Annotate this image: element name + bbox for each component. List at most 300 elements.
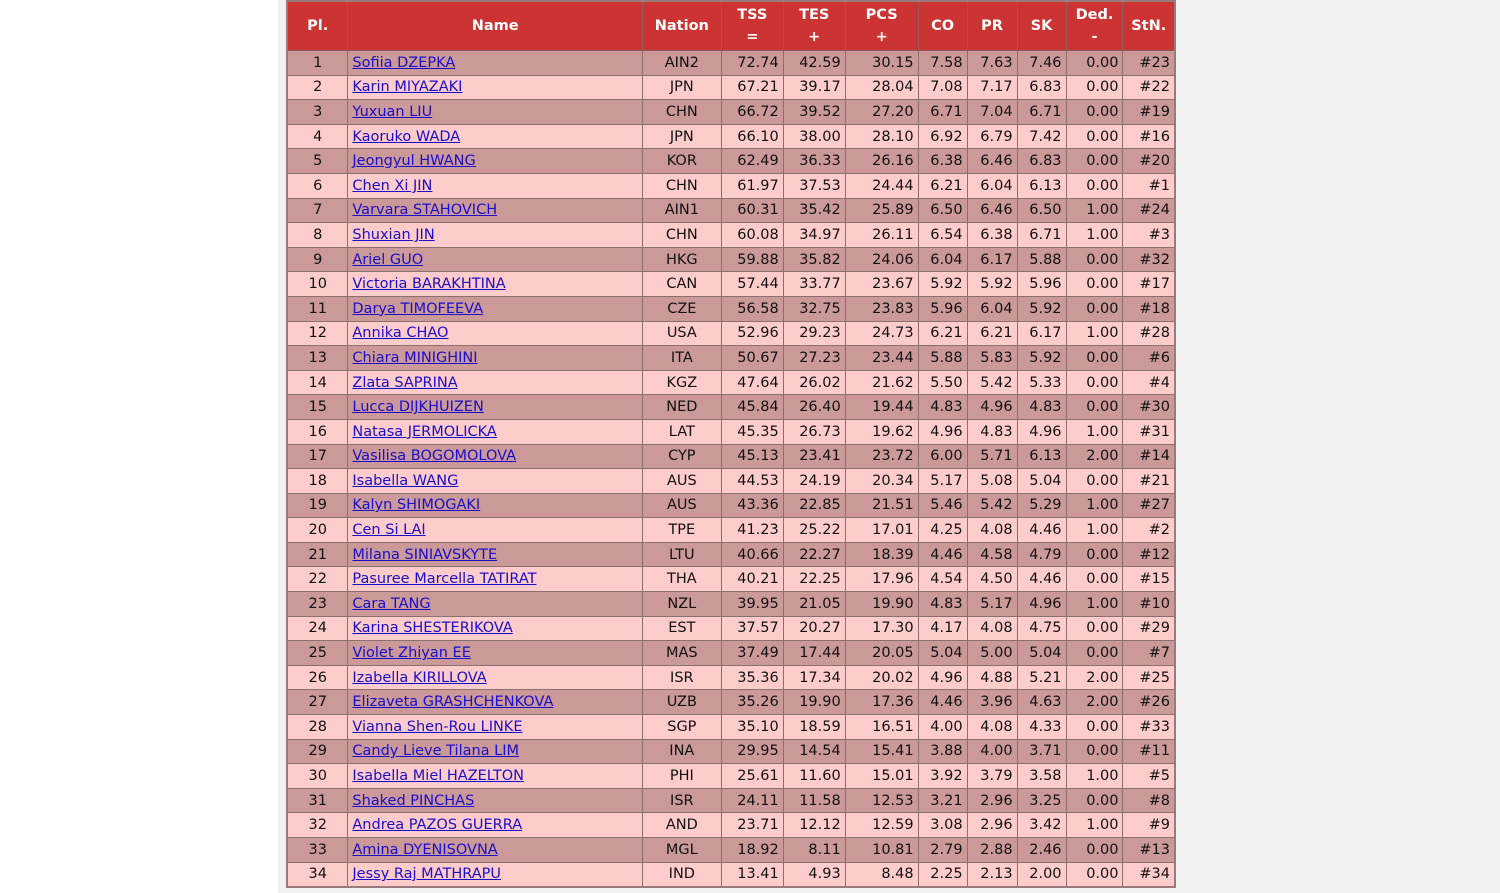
- skater-name-link[interactable]: Chen Xi JIN: [352, 177, 433, 194]
- sk-cell: 3.71: [1017, 739, 1066, 764]
- tss-cell: 66.10: [721, 124, 783, 149]
- place-cell: 3: [287, 100, 348, 125]
- pcs-cell: 23.44: [845, 346, 918, 371]
- deduction-cell: 0.00: [1066, 862, 1123, 887]
- start-number-cell: #31: [1123, 419, 1175, 444]
- co-cell: 2.79: [918, 838, 967, 863]
- header-tes-label: TES: [799, 7, 830, 23]
- deduction-cell: 2.00: [1066, 690, 1123, 715]
- nation-cell: AUS: [642, 469, 721, 494]
- skater-name-link[interactable]: Jessy Raj MATHRAPU: [352, 866, 501, 883]
- tss-cell: 61.97: [721, 173, 783, 198]
- pcs-cell: 17.96: [845, 567, 918, 592]
- tes-cell: 11.60: [783, 764, 845, 789]
- skater-name-link[interactable]: Natasa JERMOLICKA: [352, 423, 497, 440]
- name-cell: [348, 321, 642, 346]
- table-row: [287, 444, 1175, 469]
- tes-cell: 26.73: [783, 419, 845, 444]
- co-cell: 3.21: [918, 788, 967, 813]
- deduction-cell: 0.00: [1066, 100, 1123, 125]
- pcs-cell: 10.81: [845, 838, 918, 863]
- table-row: [287, 223, 1175, 248]
- nation-cell: MAS: [642, 641, 721, 666]
- nation-cell: LTU: [642, 542, 721, 567]
- tss-cell: 18.92: [721, 838, 783, 863]
- deduction-cell: 0.00: [1066, 296, 1123, 321]
- place-cell: 12: [287, 321, 348, 346]
- place-cell: 2: [287, 75, 348, 100]
- nation-cell: JPN: [642, 124, 721, 149]
- sk-cell: 3.58: [1017, 764, 1066, 789]
- skater-name-link[interactable]: Kalyn SHIMOGAKI: [352, 497, 481, 514]
- place-cell: 4: [287, 124, 348, 149]
- pcs-cell: 12.59: [845, 813, 918, 838]
- header-sk-label: SK: [1030, 18, 1053, 34]
- pcs-cell: 21.62: [845, 370, 918, 395]
- name-cell: [348, 665, 642, 690]
- skater-name-link[interactable]: Karina SHESTERIKOVA: [352, 620, 513, 637]
- sk-cell: 6.50: [1017, 198, 1066, 223]
- pr-cell: 6.38: [967, 223, 1017, 248]
- start-number-cell: #15: [1123, 567, 1175, 592]
- sk-cell: 5.29: [1017, 493, 1066, 518]
- nation-cell: CYP: [642, 444, 721, 469]
- header-nation: [642, 1, 721, 51]
- skater-name-link[interactable]: Victoria BARAKHTINA: [352, 276, 506, 293]
- pr-cell: 2.88: [967, 838, 1017, 863]
- pcs-cell: 23.83: [845, 296, 918, 321]
- nation-cell: EST: [642, 616, 721, 641]
- pr-cell: 4.50: [967, 567, 1017, 592]
- co-cell: 4.46: [918, 690, 967, 715]
- tes-cell: 25.22: [783, 518, 845, 543]
- deduction-cell: 0.00: [1066, 173, 1123, 198]
- header-sk: [1017, 1, 1066, 51]
- co-cell: 6.54: [918, 223, 967, 248]
- table-row: [287, 124, 1175, 149]
- pr-cell: 6.04: [967, 296, 1017, 321]
- start-number-cell: #4: [1123, 370, 1175, 395]
- co-cell: 5.88: [918, 346, 967, 371]
- sk-cell: 6.13: [1017, 444, 1066, 469]
- pr-cell: 3.79: [967, 764, 1017, 789]
- deduction-cell: 0.00: [1066, 272, 1123, 297]
- sk-cell: 2.46: [1017, 838, 1066, 863]
- pr-cell: 2.96: [967, 788, 1017, 813]
- skater-name-link[interactable]: Andrea PAZOS GUERRA: [352, 817, 523, 834]
- table-row: [287, 149, 1175, 174]
- header-stn-label: StN.: [1131, 18, 1167, 34]
- header-co: [918, 1, 967, 51]
- start-number-cell: #6: [1123, 346, 1175, 371]
- nation-cell: HKG: [642, 247, 721, 272]
- nation-cell: TPE: [642, 518, 721, 543]
- tss-cell: 25.61: [721, 764, 783, 789]
- place-cell: 22: [287, 567, 348, 592]
- pcs-cell: 23.72: [845, 444, 918, 469]
- nation-cell: LAT: [642, 419, 721, 444]
- pr-cell: 6.79: [967, 124, 1017, 149]
- co-cell: 3.92: [918, 764, 967, 789]
- name-cell: [348, 567, 642, 592]
- name-cell: [348, 149, 642, 174]
- deduction-cell: 0.00: [1066, 567, 1123, 592]
- sk-cell: 4.63: [1017, 690, 1066, 715]
- table-row: [287, 272, 1175, 297]
- nation-cell: ISR: [642, 665, 721, 690]
- pr-cell: 6.46: [967, 149, 1017, 174]
- skater-name-link[interactable]: Violet Zhiyan EE: [352, 645, 471, 662]
- skater-name-link[interactable]: Yuxuan LIU: [352, 103, 433, 120]
- place-cell: 33: [287, 838, 348, 863]
- tss-cell: 66.72: [721, 100, 783, 125]
- name-cell: [348, 518, 642, 543]
- header-pcs-operator: +: [875, 29, 888, 45]
- tes-cell: 29.23: [783, 321, 845, 346]
- table-row: [287, 296, 1175, 321]
- tes-cell: 27.23: [783, 346, 845, 371]
- co-cell: 6.71: [918, 100, 967, 125]
- tss-cell: 40.66: [721, 542, 783, 567]
- place-cell: 10: [287, 272, 348, 297]
- name-cell: [348, 715, 642, 740]
- skater-name-link[interactable]: Jeongyul HWANG: [352, 153, 476, 170]
- skater-name-link[interactable]: Zlata SAPRINA: [352, 374, 458, 391]
- pcs-cell: 15.41: [845, 739, 918, 764]
- pcs-cell: 17.36: [845, 690, 918, 715]
- start-number-cell: #20: [1123, 149, 1175, 174]
- pcs-cell: 17.30: [845, 616, 918, 641]
- skater-name-link[interactable]: Elizaveta GRASHCHENKOVA: [352, 694, 554, 711]
- start-number-cell: #23: [1123, 51, 1175, 76]
- table-row: [287, 567, 1175, 592]
- co-cell: 4.83: [918, 395, 967, 420]
- nation-cell: CHN: [642, 100, 721, 125]
- tss-cell: 45.13: [721, 444, 783, 469]
- skater-name-link[interactable]: Darya TIMOFEEVA: [352, 300, 484, 317]
- deduction-cell: 0.00: [1066, 641, 1123, 666]
- place-cell: 32: [287, 813, 348, 838]
- pcs-cell: 26.11: [845, 223, 918, 248]
- place-cell: 23: [287, 592, 348, 617]
- table-row: [287, 592, 1175, 617]
- pcs-cell: 24.44: [845, 173, 918, 198]
- nation-cell: KOR: [642, 149, 721, 174]
- tss-cell: 60.31: [721, 198, 783, 223]
- skater-name-link[interactable]: Annika CHAO: [352, 325, 449, 342]
- sk-cell: 4.79: [1017, 542, 1066, 567]
- tss-cell: 56.58: [721, 296, 783, 321]
- pr-cell: 5.92: [967, 272, 1017, 297]
- deduction-cell: 0.00: [1066, 542, 1123, 567]
- sk-cell: 6.71: [1017, 100, 1066, 125]
- nation-cell: NZL: [642, 592, 721, 617]
- header-tes: [783, 1, 845, 51]
- place-cell: 6: [287, 173, 348, 198]
- header-pcs: [845, 1, 918, 51]
- deduction-cell: 0.00: [1066, 788, 1123, 813]
- table-row: [287, 198, 1175, 223]
- place-cell: 20: [287, 518, 348, 543]
- sk-cell: 6.17: [1017, 321, 1066, 346]
- deduction-cell: 0.00: [1066, 149, 1123, 174]
- name-cell: [348, 346, 642, 371]
- table-row: [287, 395, 1175, 420]
- skater-name-link[interactable]: Milana SINIAVSKYTE: [352, 546, 498, 563]
- header-ded-operator: -: [1091, 29, 1098, 45]
- tes-cell: 26.40: [783, 395, 845, 420]
- tss-cell: 57.44: [721, 272, 783, 297]
- start-number-cell: #3: [1123, 223, 1175, 248]
- table-row: [287, 370, 1175, 395]
- sk-cell: 5.04: [1017, 641, 1066, 666]
- pr-cell: 6.04: [967, 173, 1017, 198]
- pcs-cell: 28.10: [845, 124, 918, 149]
- sk-cell: 4.46: [1017, 518, 1066, 543]
- sk-cell: 5.21: [1017, 665, 1066, 690]
- deduction-cell: 1.00: [1066, 764, 1123, 789]
- place-cell: 14: [287, 370, 348, 395]
- name-cell: [348, 370, 642, 395]
- nation-cell: USA: [642, 321, 721, 346]
- skater-name-link[interactable]: Isabella WANG: [352, 472, 459, 489]
- pr-cell: 4.08: [967, 518, 1017, 543]
- tes-cell: 8.11: [783, 838, 845, 863]
- pr-cell: 4.88: [967, 665, 1017, 690]
- place-cell: 26: [287, 665, 348, 690]
- tes-cell: 12.12: [783, 813, 845, 838]
- skater-name-link[interactable]: Sofiia DZEPKA: [352, 54, 456, 71]
- skater-name-link[interactable]: Ariel GUO: [352, 251, 424, 268]
- tes-cell: 33.77: [783, 272, 845, 297]
- tes-cell: 26.02: [783, 370, 845, 395]
- sk-cell: 5.33: [1017, 370, 1066, 395]
- start-number-cell: #27: [1123, 493, 1175, 518]
- deduction-cell: 1.00: [1066, 321, 1123, 346]
- tes-cell: 23.41: [783, 444, 845, 469]
- co-cell: 4.96: [918, 419, 967, 444]
- place-cell: 15: [287, 395, 348, 420]
- header-name-label: Name: [471, 18, 519, 34]
- table-row: [287, 690, 1175, 715]
- header-place: [287, 1, 348, 51]
- place-cell: 30: [287, 764, 348, 789]
- sk-cell: 4.46: [1017, 567, 1066, 592]
- pcs-cell: 12.53: [845, 788, 918, 813]
- name-cell: [348, 223, 642, 248]
- pr-cell: 5.08: [967, 469, 1017, 494]
- sk-cell: 5.92: [1017, 346, 1066, 371]
- tss-cell: 67.21: [721, 75, 783, 100]
- place-cell: 9: [287, 247, 348, 272]
- deduction-cell: 1.00: [1066, 223, 1123, 248]
- sk-cell: 4.96: [1017, 419, 1066, 444]
- start-number-cell: #21: [1123, 469, 1175, 494]
- results-header: [287, 1, 1175, 51]
- table-row: [287, 173, 1175, 198]
- pr-cell: 5.17: [967, 592, 1017, 617]
- skater-name-link[interactable]: Amina DYENISOVNA: [352, 841, 498, 858]
- table-row: [287, 542, 1175, 567]
- name-cell: [348, 100, 642, 125]
- tes-cell: 39.52: [783, 100, 845, 125]
- pr-cell: 6.46: [967, 198, 1017, 223]
- sk-cell: 2.00: [1017, 862, 1066, 887]
- co-cell: 6.00: [918, 444, 967, 469]
- header-row: [287, 1, 1175, 51]
- skater-name-link[interactable]: Shaked PINCHAS: [352, 792, 475, 809]
- co-cell: 6.21: [918, 173, 967, 198]
- skater-name-link[interactable]: Candy Lieve Tilana LIM: [352, 743, 520, 760]
- name-cell: [348, 862, 642, 887]
- sk-cell: 7.42: [1017, 124, 1066, 149]
- start-number-cell: #22: [1123, 75, 1175, 100]
- pr-cell: 5.42: [967, 493, 1017, 518]
- co-cell: 6.04: [918, 247, 967, 272]
- pcs-cell: 8.48: [845, 862, 918, 887]
- table-row: [287, 247, 1175, 272]
- co-cell: 6.38: [918, 149, 967, 174]
- name-cell: [348, 616, 642, 641]
- skater-name-link[interactable]: Kaoruko WADA: [352, 128, 461, 145]
- place-cell: 31: [287, 788, 348, 813]
- start-number-cell: #29: [1123, 616, 1175, 641]
- pr-cell: 7.63: [967, 51, 1017, 76]
- nation-cell: CZE: [642, 296, 721, 321]
- co-cell: 5.46: [918, 493, 967, 518]
- pr-cell: 3.96: [967, 690, 1017, 715]
- co-cell: 4.46: [918, 542, 967, 567]
- start-number-cell: #33: [1123, 715, 1175, 740]
- tes-cell: 21.05: [783, 592, 845, 617]
- sk-cell: 6.71: [1017, 223, 1066, 248]
- place-cell: 11: [287, 296, 348, 321]
- table-row: [287, 813, 1175, 838]
- pcs-cell: 20.05: [845, 641, 918, 666]
- co-cell: 5.96: [918, 296, 967, 321]
- pr-cell: 6.21: [967, 321, 1017, 346]
- name-cell: [348, 641, 642, 666]
- tes-cell: 35.42: [783, 198, 845, 223]
- name-cell: [348, 395, 642, 420]
- table-row: [287, 493, 1175, 518]
- table-row: [287, 862, 1175, 887]
- tes-cell: 39.17: [783, 75, 845, 100]
- sk-cell: 4.33: [1017, 715, 1066, 740]
- header-name: [348, 1, 642, 51]
- name-cell: [348, 173, 642, 198]
- start-number-cell: #25: [1123, 665, 1175, 690]
- skater-name-link[interactable]: Vianna Shen-Rou LINKE: [352, 718, 523, 735]
- nation-cell: MGL: [642, 838, 721, 863]
- start-number-cell: #1: [1123, 173, 1175, 198]
- pcs-cell: 30.15: [845, 51, 918, 76]
- nation-cell: PHI: [642, 764, 721, 789]
- skater-name-link[interactable]: Vasilisa BOGOMOLOVA: [352, 448, 517, 465]
- pcs-cell: 25.89: [845, 198, 918, 223]
- pcs-cell: 19.90: [845, 592, 918, 617]
- start-number-cell: #18: [1123, 296, 1175, 321]
- skater-name-link[interactable]: Cara TANG: [352, 595, 431, 612]
- name-cell: [348, 51, 642, 76]
- table-row: [287, 616, 1175, 641]
- co-cell: 6.92: [918, 124, 967, 149]
- nation-cell: IND: [642, 862, 721, 887]
- start-number-cell: #13: [1123, 838, 1175, 863]
- skater-name-link[interactable]: Shuxian JIN: [352, 226, 435, 243]
- pcs-cell: 28.04: [845, 75, 918, 100]
- nation-cell: AIN1: [642, 198, 721, 223]
- deduction-cell: 0.00: [1066, 715, 1123, 740]
- tss-cell: 37.57: [721, 616, 783, 641]
- pcs-cell: 19.44: [845, 395, 918, 420]
- nation-cell: AIN2: [642, 51, 721, 76]
- header-nation-label: Nation: [654, 18, 709, 34]
- name-cell: [348, 838, 642, 863]
- table-row: [287, 419, 1175, 444]
- pr-cell: 6.17: [967, 247, 1017, 272]
- skater-name-link[interactable]: Lucca DIJKHUIZEN: [352, 399, 484, 416]
- sk-cell: 4.75: [1017, 616, 1066, 641]
- skater-name-link[interactable]: Varvara STAHOVICH: [352, 202, 498, 219]
- start-number-cell: #9: [1123, 813, 1175, 838]
- skater-name-link[interactable]: Karin MIYAZAKI: [352, 79, 463, 96]
- start-number-cell: #14: [1123, 444, 1175, 469]
- pr-cell: 4.00: [967, 739, 1017, 764]
- pcs-cell: 24.73: [845, 321, 918, 346]
- deduction-cell: 0.00: [1066, 395, 1123, 420]
- sk-cell: 6.83: [1017, 75, 1066, 100]
- place-cell: 1: [287, 51, 348, 76]
- tes-cell: 35.82: [783, 247, 845, 272]
- tes-cell: 14.54: [783, 739, 845, 764]
- skater-name-link[interactable]: Izabella KIRILLOVA: [352, 669, 487, 686]
- start-number-cell: #34: [1123, 862, 1175, 887]
- name-cell: [348, 444, 642, 469]
- header-tes-operator: +: [808, 29, 821, 45]
- tes-cell: 32.75: [783, 296, 845, 321]
- pr-cell: 4.08: [967, 715, 1017, 740]
- start-number-cell: #2: [1123, 518, 1175, 543]
- start-number-cell: #26: [1123, 690, 1175, 715]
- pcs-cell: 18.39: [845, 542, 918, 567]
- pcs-cell: 19.62: [845, 419, 918, 444]
- skater-name-link[interactable]: Chiara MINIGHINI: [352, 349, 478, 366]
- start-number-cell: #5: [1123, 764, 1175, 789]
- tes-cell: 19.90: [783, 690, 845, 715]
- pr-cell: 5.83: [967, 346, 1017, 371]
- pr-cell: 2.96: [967, 813, 1017, 838]
- skater-name-link[interactable]: Cen Si LAI: [352, 522, 426, 539]
- deduction-cell: 2.00: [1066, 665, 1123, 690]
- place-cell: 29: [287, 739, 348, 764]
- skater-name-link[interactable]: Pasuree Marcella TATIRAT: [352, 571, 537, 588]
- table-row: [287, 518, 1175, 543]
- place-cell: 27: [287, 690, 348, 715]
- tss-cell: 43.36: [721, 493, 783, 518]
- place-cell: 24: [287, 616, 348, 641]
- skater-name-link[interactable]: Isabella Miel HAZELTON: [352, 768, 524, 785]
- start-number-cell: #32: [1123, 247, 1175, 272]
- co-cell: 5.04: [918, 641, 967, 666]
- deduction-cell: 0.00: [1066, 469, 1123, 494]
- header-start-number: [1123, 1, 1175, 51]
- sk-cell: 5.04: [1017, 469, 1066, 494]
- sk-cell: 7.46: [1017, 51, 1066, 76]
- co-cell: 4.17: [918, 616, 967, 641]
- header-pr: [967, 1, 1017, 51]
- start-number-cell: #19: [1123, 100, 1175, 125]
